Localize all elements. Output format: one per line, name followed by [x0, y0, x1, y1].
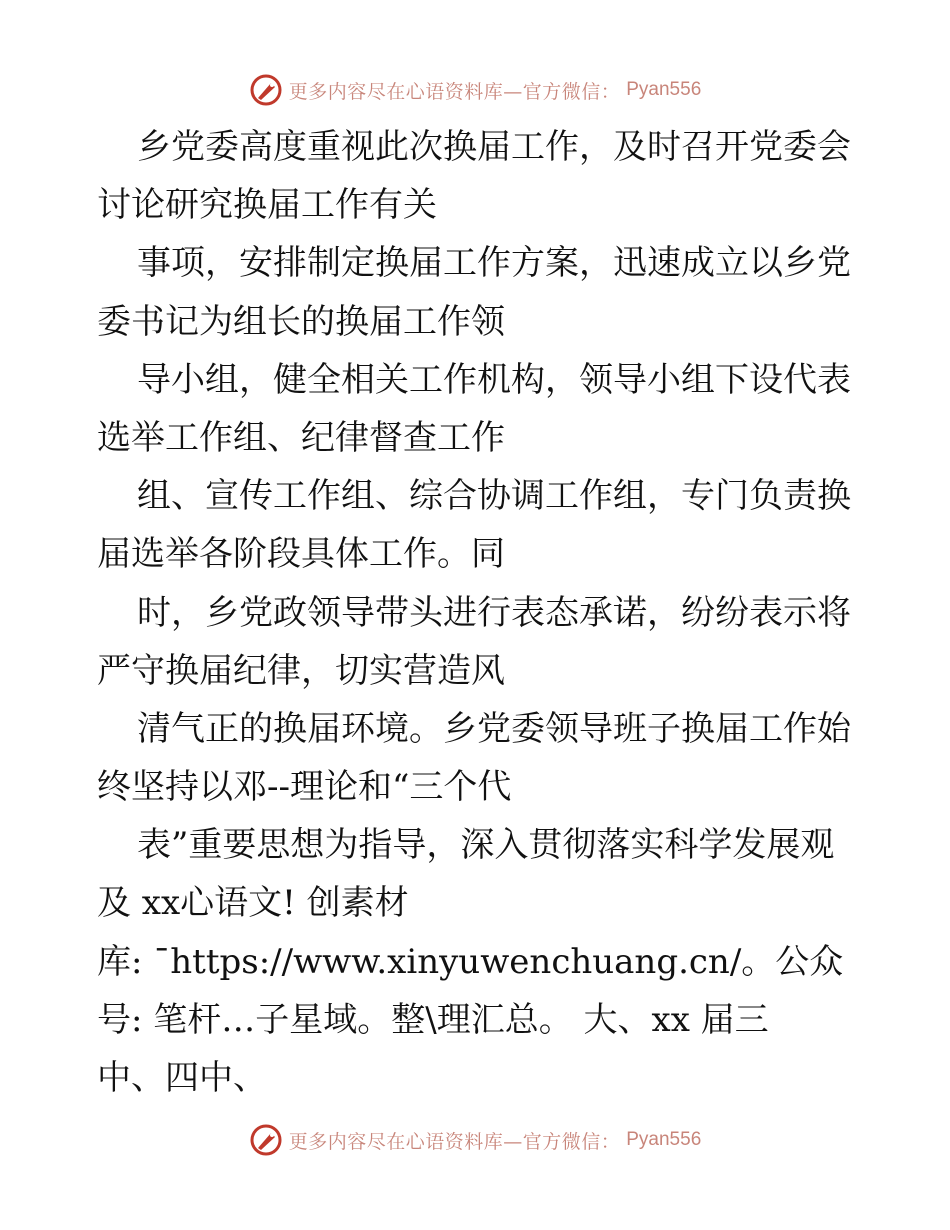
header-brand-text: 更多内容尽在心语资料库—官方微信：: [288, 80, 621, 103]
pen-nib-logo-icon: [249, 73, 283, 107]
body-line: 时，乡党政领导带头进行表态承诺，纷纷表示将: [137, 592, 851, 633]
header-banner: [0, 70, 950, 110]
footer-banner: [0, 1120, 950, 1160]
body-line: 乡党委高度重视此次换届工作，及时召开党委会: [137, 127, 851, 167]
header-wechat-id: Pyan556: [626, 79, 702, 100]
body-line: 导小组，健全相关工作机构，领导小组下设代表: [137, 359, 851, 400]
body-line: 中、四中、: [97, 1058, 267, 1098]
body-line: 事项，安排制定换届工作方案，迅速成立以乡党: [137, 243, 851, 284]
body-line: 号: 笔杆…子星域。整\理汇总。 大、xx 届三: [97, 999, 769, 1040]
body-line: 讨论研究换届工作有关: [97, 185, 437, 226]
footer-brand-text: 更多内容尽在心语资料库—官方微信：: [288, 1130, 621, 1153]
body-line: 选举工作组、纪律督查工作: [97, 417, 505, 458]
body-line: 终坚持以邓--理论和“三个代: [97, 767, 512, 808]
body-line: 清气正的换届环境。乡党委领导班子换届工作始: [137, 708, 851, 749]
document-body: [97, 118, 867, 1107]
body-line: 及 xx心语文! 创素材: [97, 883, 409, 924]
body-line: 表”重要思想为指导，深入贯彻落实科学发展观: [137, 825, 835, 866]
pen-nib-logo-icon: [249, 1123, 283, 1157]
body-line: 严守换届纪律，切实营造风: [97, 650, 505, 691]
body-line: 委书记为组长的换届工作领: [97, 301, 505, 342]
body-line: 届选举各阶段具体工作。同: [97, 534, 505, 575]
body-line-url: 库: ¯https://www.xinyuwenchuang.cn/。公众: [97, 941, 844, 982]
footer-wechat-id: Pyan556: [626, 1129, 702, 1150]
body-line: 组、宣传工作组、综合协调工作组，专门负责换: [137, 476, 851, 517]
